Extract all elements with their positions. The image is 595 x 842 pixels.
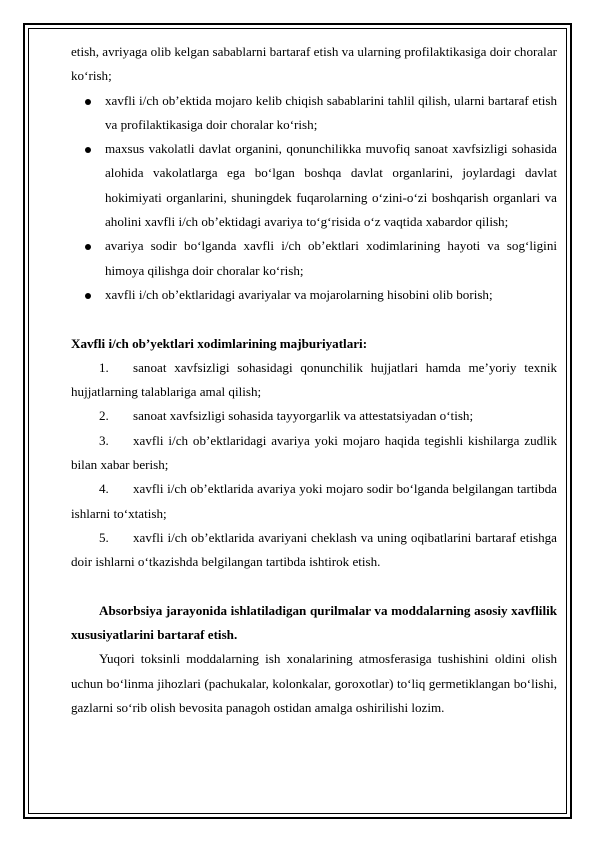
bullet-text: xavfli i/ch ob’ektida mojaro kelib chiqish sabablarini tahlil qilish, ularni bartaraf etish va profilaktikasiga doir choralar ko‘rish; [105,92,557,132]
bullet-item [71,234,557,283]
bullet-text: xavfli i/ch ob’ektlaridagi avariyalar va mojarolarning hisobini olib borish; [105,286,493,302]
duty-text: xavfli i/ch ob’ektlaridagi avariya yoki mojaro haqida tegishli kishilarga zudlik bilan xabar berish; [71,432,557,473]
spacer [71,307,557,331]
duty-item [71,526,557,575]
duties-heading: Xavfli i/ch ob’yektlari xodimlarining majburiyatlari: [71,335,368,351]
duty-number: 3. [99,432,109,448]
intro-paragraph: etish, avriyaga olib kelgan sabablarni bartaraf etish va ularning profilaktikasiga doir choralar ko‘rish; [71,44,557,84]
duty-text: xavfli i/ch ob’ektlarida avariyani cheklash va uning oqibatlarini bartaraf etishga doir ishlarni o‘tkazishda belgilangan tartibda ishtirok etish. [71,529,557,570]
duty-item [71,404,557,428]
bullet-icon [85,99,91,105]
section-paragraph: Yuqori toksinli moddalarning ish xonalarining atmosferasiga tushishini oldini olish uchun bo‘linma jihozlari (pachukalar, kolonkalar, goroxotlar) to‘liq germetiklangan bo‘lishi, gazlarni so‘rib olish bevosita panagoh ostidan amalga oshirilishi lozim. [71,651,557,716]
document-content [71,40,557,720]
duty-item [71,429,557,478]
bullet-icon [85,293,91,299]
duty-number: 2. [99,408,109,424]
duty-number: 5. [99,529,109,545]
duty-text: sanoat xavfsizligi sohasidagi qonunchilik hujjatlari hamda me’yoriy texnik hujjatlarning talablariga amal qilish; [71,359,557,400]
bullet-item [71,137,557,234]
bullet-item [71,89,557,138]
duty-text: xavfli i/ch ob’ektlarida avariya yoki mojaro sodir bo‘lganda belgilangan tartibda ishlarni to‘xtatish; [71,481,557,521]
duty-number: 4. [99,481,109,497]
bullet-item [71,283,557,307]
section-heading: Absorbsiya jarayonida ishlatiladigan qurilmalar va moddalarning asosiy xavflilik xususiyatlarini bartaraf etish. [71,602,557,643]
duty-number: 1. [99,359,109,375]
bullet-text: maxsus vakolatli davlat organini, qonunchilikka muvofiq sanoat xavfsizligi sohasida alohida vakolatlarga ega bo‘lgan boshqa davlat organlarini, joylardagi davlat hokimiyati organlarini, shuningdek fuqarolarning o‘zini-o‘zi boshqarish organlari va aholini xavfli i/ch ob’ektidagi avariya to‘g‘risida o‘z vaqtida xabardor qilish; [105,141,557,230]
duty-item [71,356,557,405]
bullet-text: avariya sodir bo‘lganda xavfli i/ch ob’ektlari xodimlarining hayoti va sog‘ligini himoya qilishga doir choralar ko‘rish; [105,238,557,278]
duty-item [71,477,557,526]
duty-text: sanoat xavfsizligi sohasida tayyorgarlik va attestatsiyadan o‘tish; [133,408,474,424]
spacer [71,575,557,599]
